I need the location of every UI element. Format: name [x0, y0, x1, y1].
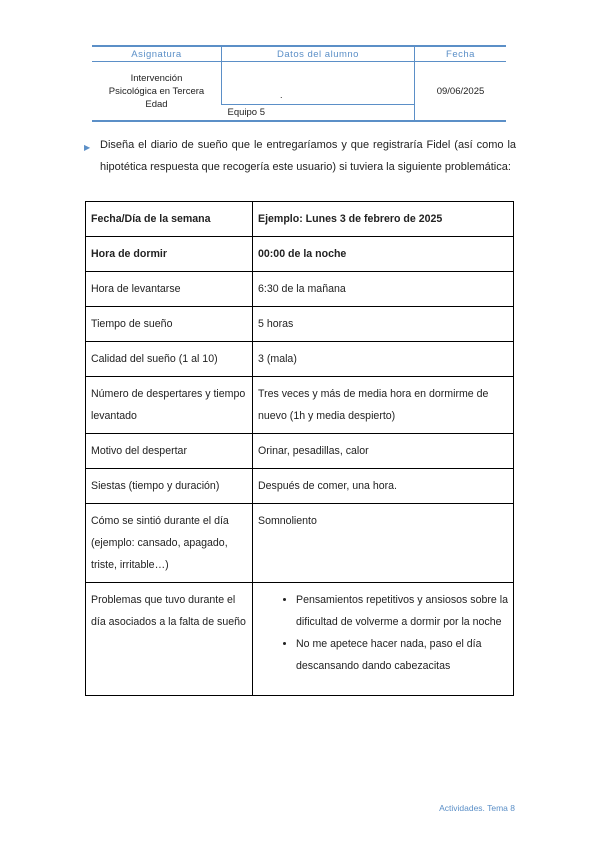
- asignatura-line: Edad: [145, 98, 168, 110]
- diary-label: Hora de dormir: [86, 237, 253, 272]
- footer-label: Actividades. Tema 8: [439, 803, 515, 813]
- diary-label: Siestas (tiempo y duración): [86, 469, 253, 504]
- diary-row: [86, 434, 514, 469]
- diary-value: Tres veces y más de media hora en dormirme de nuevo (1h y media despierto): [253, 377, 514, 434]
- sleep-diary-table: [85, 201, 514, 696]
- diary-label: Motivo del despertar: [86, 434, 253, 469]
- diary-row: [86, 504, 514, 583]
- diary-label: Problemas que tuvo durante el día asociados a la falta de sueño: [86, 583, 253, 696]
- diary-label: Calidad del sueño (1 al 10): [86, 342, 253, 377]
- diary-label: Tiempo de sueño: [86, 307, 253, 342]
- asignatura-line: Intervención: [130, 72, 183, 84]
- diary-bullet: • Pensamientos repetitivos y ansiosos sobre la dificultad de volverme a dormir por la noche: [296, 589, 508, 633]
- diary-value: 6:30 de la mañana: [253, 272, 514, 307]
- diary-value: Somnoliento: [253, 504, 514, 583]
- diary-value: 3 (mala): [253, 342, 514, 377]
- asignatura-cell: [92, 62, 222, 122]
- diary-value: 5 horas: [253, 307, 514, 342]
- diary-label: Fecha/Día de la semana: [86, 202, 253, 237]
- diary-value: Ejemplo: Lunes 3 de febrero de 2025: [253, 202, 514, 237]
- datos-mark: .: [280, 90, 283, 100]
- diary-value: Orinar, pesadillas, calor: [253, 434, 514, 469]
- diary-row: [86, 377, 514, 434]
- diary-bullet-list: [258, 589, 508, 677]
- asignatura-line: Psicológica en Tercera: [108, 85, 205, 97]
- instructions-text: Diseña el diario de sueño que le entregaríamos y que registraría Fidel (así como la hipotética respuesta que recogería este usuario) si tuviera la siguiente problemática:: [100, 139, 516, 173]
- diary-label: Cómo se sintió durante el día (ejemplo: cansado, apagado, triste, irritable…): [86, 504, 253, 583]
- header-table: [92, 45, 506, 122]
- instructions: [84, 134, 516, 178]
- diary-row: [86, 237, 514, 272]
- equipo-cell: Equipo 5: [222, 105, 415, 122]
- diary-row: [86, 583, 514, 696]
- diary-bullet: • No me apetece hacer nada, paso el día descansando dando cabezacitas: [296, 633, 508, 677]
- diary-label: Hora de levantarse: [86, 272, 253, 307]
- col-fecha: Fecha: [415, 46, 507, 62]
- fecha-value: 09/06/2025: [415, 62, 507, 122]
- diary-value: [253, 583, 514, 696]
- diary-row: [86, 342, 514, 377]
- diary-row: [86, 469, 514, 504]
- col-datos-alumno: Datos del alumno: [222, 46, 415, 62]
- diary-row: [86, 307, 514, 342]
- diary-value: 00:00 de la noche: [253, 237, 514, 272]
- diary-row: [86, 202, 514, 237]
- diary-value: Después de comer, una hora.: [253, 469, 514, 504]
- col-asignatura: Asignatura: [92, 46, 222, 62]
- diary-row: [86, 272, 514, 307]
- arrow-bullet-icon: ▶: [84, 143, 91, 152]
- datos-alumno-cell: [222, 62, 415, 105]
- diary-label: Número de despertares y tiempo levantado: [86, 377, 253, 434]
